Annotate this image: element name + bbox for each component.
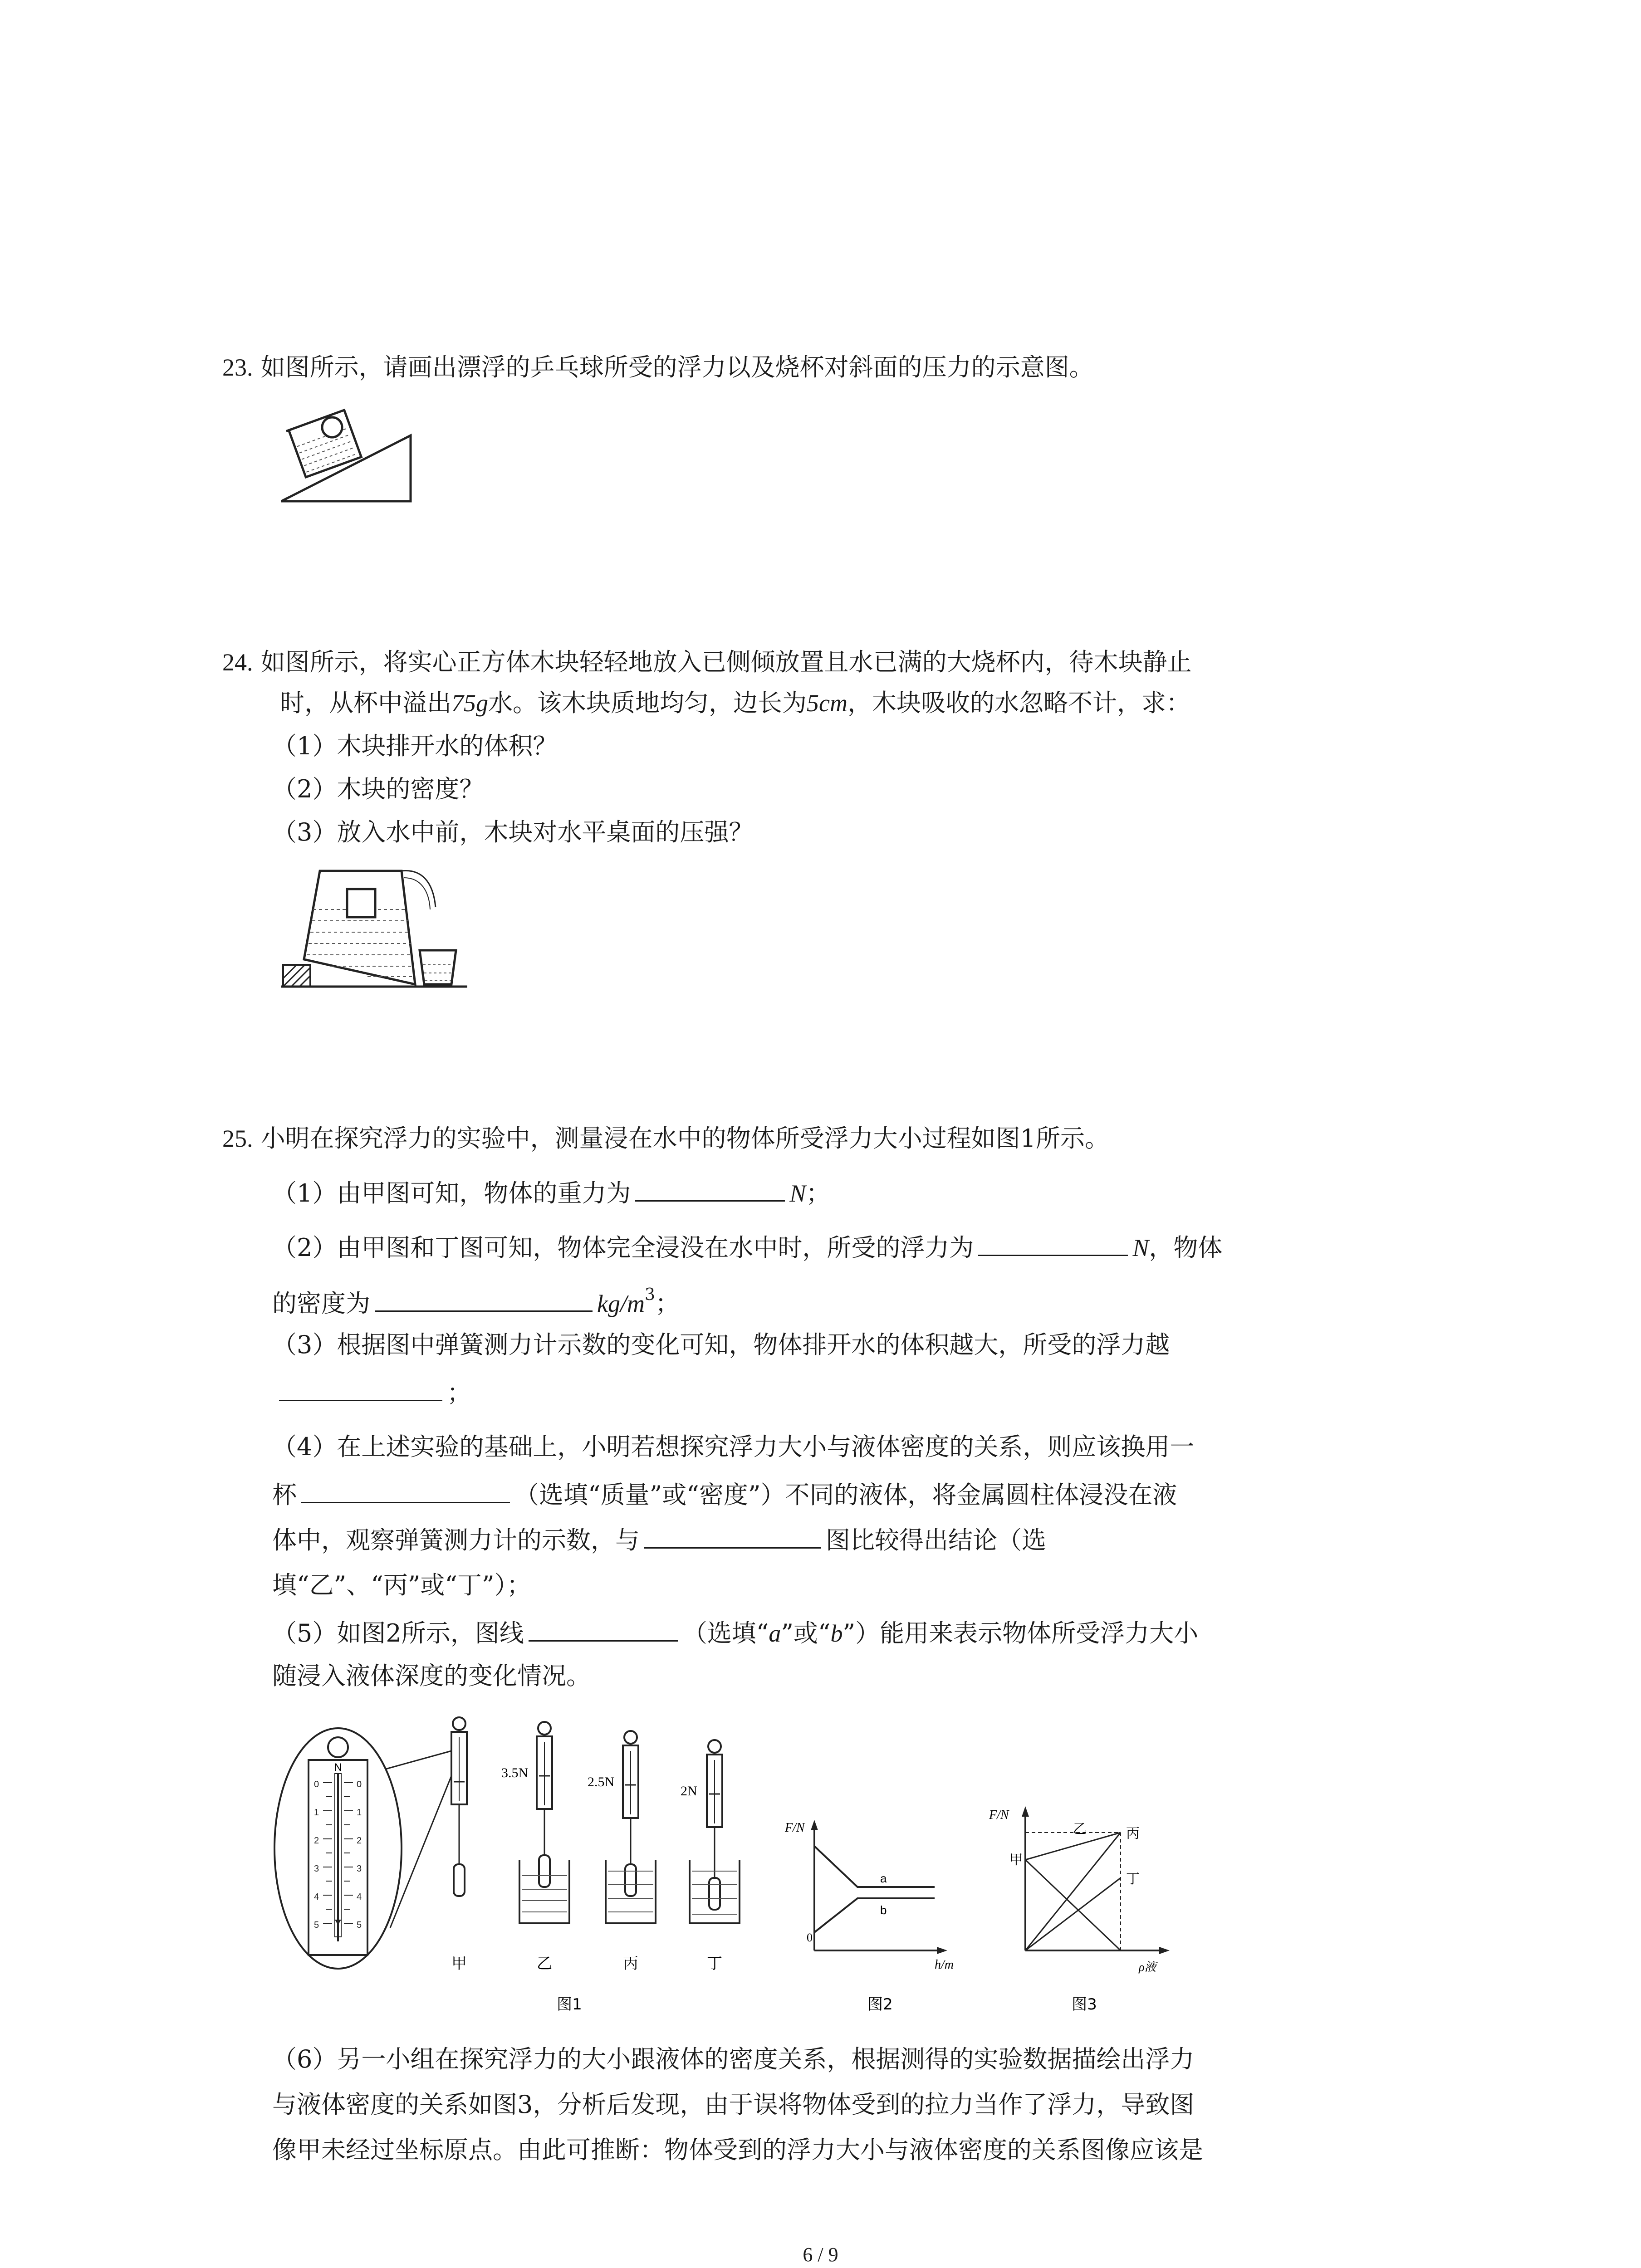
fig3-label-ding: 丁	[1126, 1871, 1140, 1887]
reading-ding: 2N	[681, 1784, 697, 1799]
q24-line2	[280, 685, 1190, 721]
reading-bing: 2.5N	[588, 1774, 615, 1789]
q23-figure-beaker-on-incline	[272, 399, 417, 508]
fig2-origin: 0	[807, 1931, 813, 1944]
q25-p1-end: ；	[806, 1179, 831, 1207]
fig3-label-yi: 乙	[1073, 1821, 1087, 1837]
q25-p4-text-b: 杯	[272, 1481, 297, 1509]
q25-part2-line1	[272, 1229, 1222, 1266]
scale-right-4: 4	[357, 1892, 362, 1902]
q25-p2-force-blank[interactable]	[978, 1229, 1128, 1256]
q25-part6-line1: （6）另一小组在探究浮力的大小跟液体的密度关系，根据测得的实验数据描绘出浮力	[272, 2045, 1195, 2073]
q25-p1-blank[interactable]	[635, 1175, 785, 1202]
q24-number: 24.	[222, 649, 253, 676]
q25-intro-line	[222, 1120, 1109, 1157]
label-jia: 甲	[451, 1955, 467, 1973]
label-bing: 丙	[623, 1955, 638, 1973]
fig2-label-a: a	[880, 1872, 887, 1885]
label-yi: 乙	[537, 1955, 552, 1973]
figure-2-caption: 图2	[867, 1995, 893, 2014]
q25-part4-line1: （4）在上述实验的基础上，小明若想探究浮力大小与液体密度的关系，则应该换用一	[272, 1432, 1195, 1461]
scale-ding	[681, 1740, 740, 1923]
q25-part4-line4: 填“乙”、“丙”或“丁”）；	[272, 1571, 531, 1599]
fig2-line-b	[814, 1898, 935, 1932]
q25-p1-unit: N	[789, 1180, 806, 1207]
scale-jia	[451, 1717, 467, 1896]
q25-part4-line3	[272, 1522, 1046, 1559]
q25-p4-text-c: （选填“质量”或“密度”）不同的液体，将金属圆柱体浸没在液	[514, 1481, 1177, 1509]
scale-yi	[501, 1722, 569, 1923]
fig2-line-a	[814, 1846, 935, 1887]
q25-p2-text-b: ，物体	[1149, 1233, 1223, 1262]
page-number: 6 / 9	[803, 2244, 838, 2266]
q25-p4-text-e: 图比较得出结论（选	[826, 1526, 1046, 1554]
fig3-x-label: ρ液	[1139, 1960, 1156, 1974]
figure-1-spring-scale-experiment	[272, 1715, 1021, 2023]
figure-2-graph	[784, 1820, 954, 2014]
q24-line2-a: 时，从杯中溢出	[280, 689, 451, 717]
q25-p5-option-a: a	[769, 1620, 781, 1647]
q25-p3-blank[interactable]	[279, 1374, 442, 1401]
scale-bing	[588, 1731, 656, 1923]
q25-p5-text-b: （选填“	[682, 1619, 769, 1647]
q24-line1	[222, 644, 1192, 680]
q25-p2-text-c: 的密度为	[272, 1289, 370, 1318]
q24-sub3: （3）放入水中前，木块对水平桌面的压强？	[272, 818, 754, 846]
q25-p4-text-d: 体中，观察弹簧测力计的示数，与	[272, 1526, 640, 1554]
q25-p2-end: ；	[655, 1289, 680, 1318]
q25-part6-line3: 像甲未经过坐标原点。由此可推断：物体受到的浮力大小与液体密度的关系图像应该是	[272, 2136, 1203, 2164]
figure-1-caption: 图1	[557, 1995, 582, 2014]
q24-mass: 75g	[451, 689, 488, 717]
q25-p3-end: ；	[447, 1378, 471, 1407]
fig3-line-ding	[1025, 1878, 1121, 1950]
q24-sub2: （2）木块的密度？	[272, 775, 484, 803]
scale-unit-label: N	[334, 1761, 342, 1774]
fig2-y-label: F/N	[785, 1821, 805, 1835]
q24-line2-c: ，木块吸收的水忽略不计，求：	[847, 689, 1190, 717]
q23-text-line	[222, 349, 1094, 386]
q25-part5-line1	[272, 1615, 1198, 1652]
q25-p4-blank2[interactable]	[644, 1522, 821, 1549]
q25-part3-line1: （3）根据图中弹簧测力计示数的变化可知，物体排开水的体积越大，所受的浮力越	[272, 1330, 1170, 1359]
q25-p2-unit2: kg/m	[597, 1290, 645, 1317]
q25-part2-line2	[272, 1277, 680, 1322]
fig3-label-bing: 丙	[1126, 1826, 1140, 1842]
scale-right-2: 2	[357, 1836, 362, 1846]
wooden-cube	[347, 889, 375, 917]
label-ding: 丁	[707, 1955, 722, 1973]
scale-right-0: 0	[357, 1779, 362, 1789]
q25-part5-line2: 随浸入液体深度的变化情况。	[272, 1662, 591, 1690]
q25-number: 25.	[222, 1125, 253, 1152]
scale-left-4: 4	[314, 1892, 319, 1902]
q24-line2-b: 水。该木块质地均匀，边长为	[488, 689, 807, 717]
q24-sub1: （1）木块排开水的体积？	[272, 732, 558, 760]
q25-part4-line2	[272, 1476, 1177, 1513]
scale-left-2: 2	[314, 1836, 319, 1846]
q25-intro: 小明在探究浮力的实验中，测量浸在水中的物体所受浮力大小过程如图1所示。	[260, 1124, 1110, 1153]
scale-right-3: 3	[357, 1864, 362, 1874]
q25-p5-text-c: ”）能用来表示物体所受浮力大小	[843, 1619, 1199, 1647]
q25-part3-line2	[279, 1374, 471, 1411]
q23-prompt: 如图所示，请画出漂浮的乒乓球所受的浮力以及烧杯对斜面的压力的示意图。	[260, 353, 1094, 381]
q25-p5-text-a: （5）如图2所示，图线	[272, 1619, 524, 1647]
q24-side: 5cm	[807, 689, 847, 717]
q25-p2-unit: N	[1132, 1234, 1149, 1261]
q25-p2-density-blank[interactable]	[375, 1285, 593, 1312]
figure-3-graph	[980, 1796, 1189, 2023]
q25-p2-text: （2）由甲图和丁图可知，物体完全浸没在水中时，所受的浮力为	[272, 1233, 974, 1262]
fig3-label-jia: 甲	[1009, 1852, 1023, 1868]
q23-number: 23.	[222, 354, 253, 381]
fig3-line-yi	[1025, 1860, 1121, 1950]
fig3-line-bing	[1025, 1833, 1121, 1950]
ping-pong-ball	[322, 417, 342, 437]
scale-left-0: 0	[314, 1779, 319, 1789]
q25-p5-option-b: b	[830, 1620, 843, 1647]
reading-yi: 3.5N	[501, 1765, 529, 1780]
q25-p2-exponent: 3	[644, 1286, 655, 1304]
q25-part1	[272, 1175, 830, 1212]
q25-p4-blank1[interactable]	[301, 1476, 510, 1503]
fig2-x-label: h/m	[935, 1958, 954, 1972]
scale-left-1: 1	[314, 1808, 319, 1818]
scale-right-5: 5	[357, 1920, 362, 1930]
q25-part6-line2: 与液体密度的关系如图3，分析后发现，由于误将物体受到的拉力当作了浮力，导致图	[272, 2090, 1195, 2119]
scale-left-3: 3	[314, 1864, 319, 1874]
q25-p5-or: ”或“	[781, 1619, 831, 1647]
q25-p1-text: （1）由甲图可知，物体的重力为	[272, 1179, 631, 1207]
q24-line1-text: 如图所示，将实心正方体木块轻轻地放入已侧倾放置且水已满的大烧杯内，待木块静止	[260, 648, 1192, 676]
q24-figure-tilted-beaker-overflow	[277, 864, 472, 996]
fig3-y-label: F/N	[989, 1808, 1009, 1822]
q25-p5-blank[interactable]	[529, 1615, 678, 1642]
figure-3-caption: 图3	[1072, 1995, 1097, 2014]
fig2-label-b: b	[880, 1903, 887, 1917]
scale-left-5: 5	[314, 1920, 319, 1930]
scale-right-1: 1	[357, 1808, 362, 1818]
